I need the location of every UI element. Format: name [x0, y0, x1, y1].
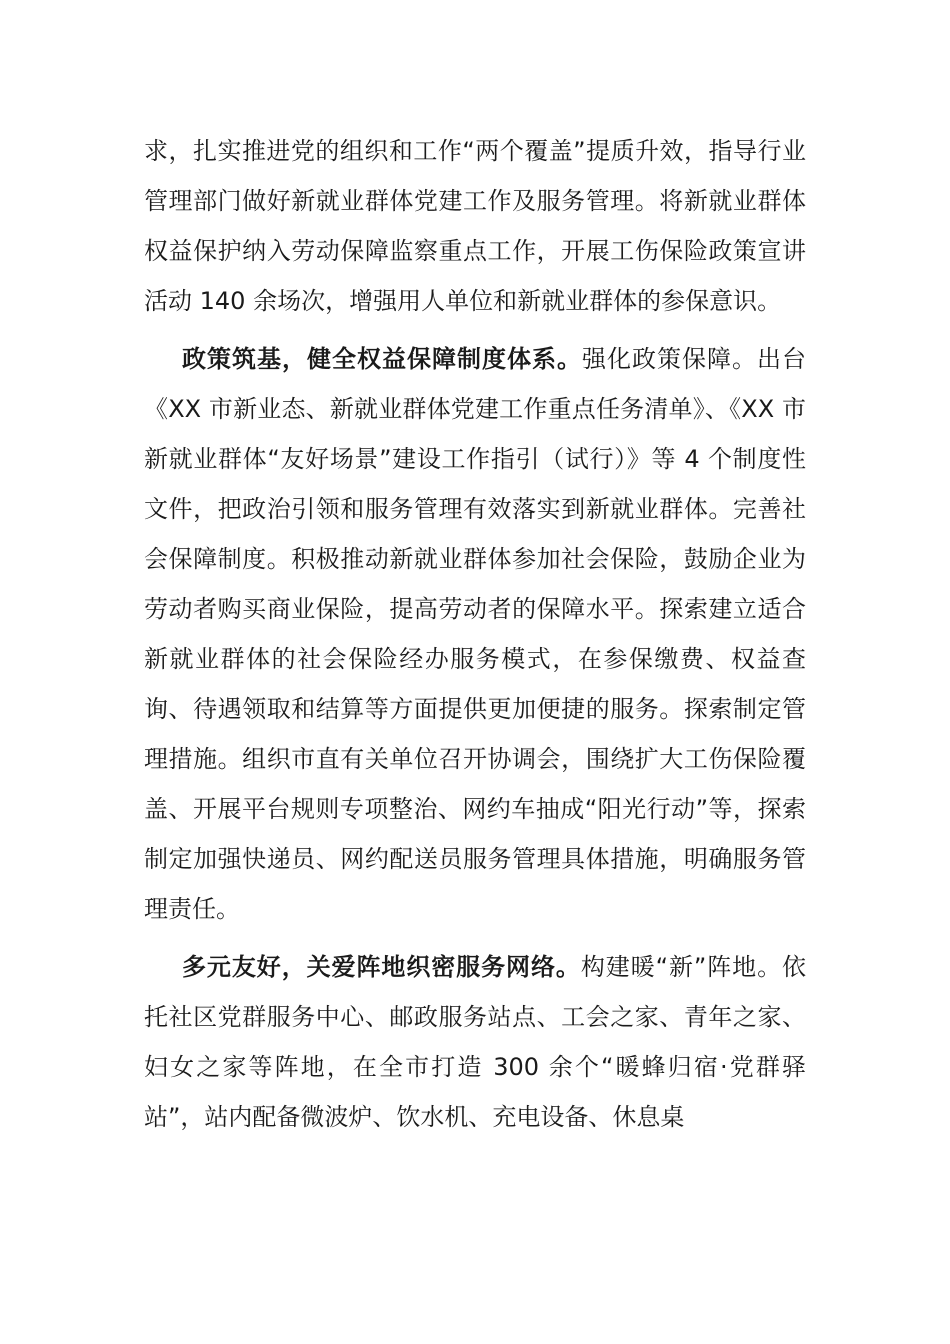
paragraph-1: [144, 126, 806, 326]
paragraph-3-heading: 多元友好，关爱阵地织密服务网络。: [182, 953, 581, 981]
paragraph-1-text: 求，扎实推进党的组织和工作“两个覆盖”提质升效，指导行业管理部门做好新就业群体党建工作及服务管理。将新就业群体权益保护纳入劳动保障监察重点工作，开展工伤保险政策宣讲活动 140 余场次，增强用人单位和新就业群体的参保意识。: [144, 137, 806, 315]
paragraph-3: [144, 942, 806, 1142]
paragraph-2-heading: 政策筑基，健全权益保障制度体系。: [182, 345, 582, 373]
document-body: [144, 126, 806, 1142]
paragraph-2-text: 强化政策保障。出台《XX 市新业态、新就业群体党建工作重点任务清单》、《XX 市新就业群体“友好场景”建设工作指引（试行）》等 4 个制度性文件，把政治引领和服务管理有效落实到新就业群体。完善社会保障制度。积极推动新就业群体参加社会保险，鼓励企业为劳动者购买商业保险，提高劳动者的保障水平。探索建立适合新就业群体的社会保险经办服务模式，在参保缴费、权益查询、待遇领取和结算等方面提供更加便捷的服务。探索制定管理措施。组织市直有关单位召开协调会，围绕扩大工伤保险覆盖、开展平台规则专项整治、网约车抽成“阳光行动”等，探索制定加强快递员、网约配送员服务管理具体措施，明确服务管理责任。: [144, 345, 806, 923]
paragraph-3-text: 构建暖“新”阵地。依托社区党群服务中心、邮政服务站点、工会之家、青年之家、妇女之家等阵地，在全市打造 300 余个“暖蜂归宿·党群驿站”，站内配备微波炉、饮水机、充电设备、休息桌: [144, 953, 807, 1131]
paragraph-2: [144, 334, 806, 934]
